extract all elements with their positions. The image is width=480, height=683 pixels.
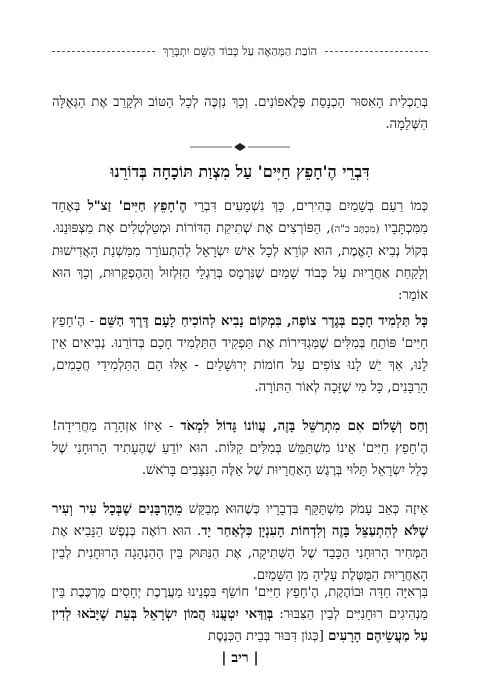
paragraph-insight	[52, 582, 428, 648]
header-rule-left	[52, 51, 155, 52]
running-header-text: הוֹבַת הַמְּהַאֶה עַל כְּבוֹד הַשֵּׁם יִתְבָּרֵךְ	[162, 44, 318, 58]
para6-quote: בְּוַדַּאי יִטְעֲנוּ הֲמוֹן יִשְׂרָאֵל בְּעֵת שֶׁיָּבֹאוּ לְדִין עַל מַעֲשֵׂיהֶם הָרָעִים	[52, 607, 428, 644]
section-heading: דִּבְרֵי הֶ'חָפֵץ חַיִּים' עַל מִצְוַת תּוֹכָחָה בְּדוֹרֵנוּ	[110, 162, 370, 181]
header-rule-right	[325, 51, 428, 52]
para4-quote: וְחַס וְשָׁלוֹם אִם מִתְרַשֵּׁל בָּזֶה, עֲווֹנוֹ גָּדוֹל לִמְאֹד	[180, 419, 429, 434]
para3-quote: כָּל תַּלְמִיד חָכָם בְּגֶדֶר צוֹפֶה, בִּמְקוֹם נָבִיא לְהוֹכִיחַ לָעָם דֶּרֶךְ הַשֵּׁם	[98, 314, 428, 329]
paragraph-pain	[52, 499, 428, 587]
para6-text-c: [כְּגוֹן דִּבּוּר בְּבֵית הַכְּנֶסֶת	[208, 629, 329, 644]
para5-text-c: . הוּא רוֹאֶה בְּנֶפֶשׁ הַנָּבִיא אֶת הַמְּחִיר הָרוּחָנִי הַכָּבֵד שֶׁל הַשְּׁתִיקָה, אֶת הַנִּתּוּק בֵּין הַהַנְהָגָה הָרוּחָנִית לְבֵין הָאַחֲרָיוּת הַמֻּטֶּלֶת עָלֶיהָ מִן הַשָּׁמַיִם.	[52, 524, 428, 583]
para4-text: - אֵיזוֹ אַזְהָרָה מַחֲרִידָה! הֶ'חָפֵץ חַיִּים' אֵינוֹ מִשְׁתַּמֵּשׁ בְּמִלִּים קַלּוֹת. הוּא יוֹדֵעַ שֶׁהֶעָתִיד הָרוּחָנִי שֶׁל כְּלַל יִשְׂרָאֵל תָּלוּי בְּרֶגֶשׁ הָאַחֲרָיוּת שֶׁל אֵלֶּה הַנִּצָּבִים בָּרֹאשׁ.	[52, 419, 428, 478]
ornament-divider	[190, 142, 290, 152]
para2-text-e: , הַפּוֹרְצִים אֶת שְׁתִיקַת הַדּוֹרוֹת וּמְטַלְטְלִים אֶת מַצְפּוּנֵנוּ. בְּקוֹל נְבִיא הָאֱמֶת, הוּא קוֹרֵא לְכָל אִישׁ יִשְׂרָאֵל לְהִתְעוֹרֵר מִמִּשְׁנַת הָאֲדִישׁוּת וְלָקַחַת אַחֲרָיוּת עַל כְּבוֹד שָׁמַיִם שֶׁנִּרְמָס בְּרַגְלֵי הַזִּלְזוּל וְהַהֶפְקֵרוּת, וְכָךְ הוּא אוֹמֵר:	[52, 221, 428, 303]
paragraph-watchman	[52, 311, 428, 399]
para6-text-a: בִּרְאִיָּה חַדָּה וּבוֹהֶקֶת, הֶ'חָפֵץ חַיִּים' חוֹשֵׂף בִּפְנֵינוּ מַעֲרֶכֶת יְחָסִים מֻרְכֶּבֶת בֵּין מַנְהִיגִים רוּחָנִיִּים לְבֵין הַצִּבּוּר:	[52, 585, 428, 622]
page-number: | ריב |	[221, 650, 259, 666]
para5-quote: מֵהָרַבָּנִים שֶׁבְּכָל עִיר וְעִיר שֶׁלֹּא לְהִתְעַצֵּל בָּזֶה וְלִדְחוֹת הָעִנְיָן כִּלְאַחַר יָד	[52, 502, 428, 539]
para2-text-a: כְּמוֹ רַעַם בְּשָׁמַיִם בְּהִירִים, כָּךְ נִשְׁמָעִים דִּבְרֵי	[186, 199, 429, 214]
running-header	[52, 44, 428, 58]
para2-text-c: בְּאֶחָד מִמִּכְתָּבָיו	[52, 199, 428, 236]
para3-text: - הֶ'חָפֵץ חַיִּים' פּוֹתֵחַ בְּמִלִּים שֶׁמַּגְדִּירוֹת אֶת תַּפְקִיד הַתַּלְמִיד חָכָם בְּדוֹרֵנוּ. נְבִיאִים אֵין לָנוּ, אַךְ יֵשׁ לָנוּ צוֹפִים עַל חוֹמוֹת יְרוּשָׁלַיִם - אֵלּוּ הֵם הַתַּלְמִידֵי חֲכָמִים, הָרַבָּנִים, כָּל מִי שֶׁזָּכָה לְאוֹר הַתּוֹרָה.	[52, 314, 428, 395]
para5-text-a: אֵיזֶה כְּאֵב עָמֹק מִשְׁתַּקֵּף בִּדְבָרָיו כְּשֶׁהוּא מְבַקֵּשׁ	[182, 502, 429, 517]
para2-author: הֶ'חָפֵץ חַיִּים' זַצ"ל	[87, 199, 187, 214]
paragraph-intro-end: בְּתַכְלִית הָאִסּוּר הַכְנָסַת פֶּלֶאפוֹנִים. וְכָךְ נִזְכֶּה לְכָל הַטּוֹב וּלְקָרֵב אֶת הַגְּאֻלָּה הַשְּׁלֵמָה.	[52, 95, 428, 132]
paragraph-opening	[52, 196, 428, 307]
para2-citation: (מִכְתָּב כ"ה)	[330, 224, 380, 235]
paragraph-warning	[52, 416, 428, 482]
